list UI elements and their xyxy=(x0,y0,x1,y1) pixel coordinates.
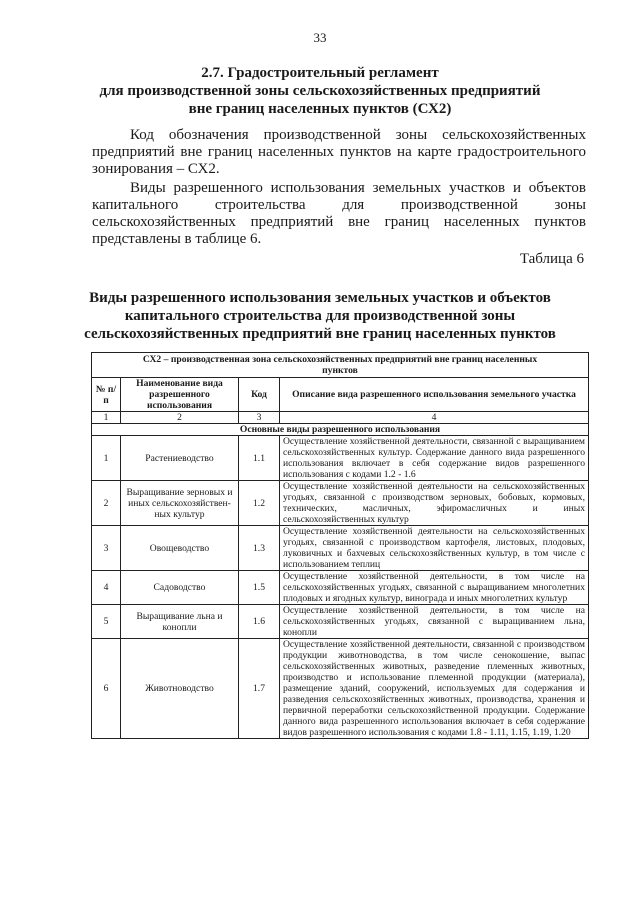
table-title-line-3: сельскохозяйственных предприятий вне границ населенных пунктов xyxy=(84,326,556,342)
row-code: 1.2 xyxy=(239,481,280,526)
row-num: 4 xyxy=(92,571,121,605)
row-num: 5 xyxy=(92,605,121,639)
row-name: Животноводство xyxy=(121,639,239,739)
paragraph-table-intro xyxy=(92,180,586,248)
col-number: 1 xyxy=(92,412,121,424)
row-name: Выращивание зерновых и иных сельскохозяйствен-ных культур xyxy=(121,481,239,526)
table-row xyxy=(92,526,589,571)
paragraph-1-text: Код обозначения производственной зоны сельскохозяйственных предприятий вне границ населенных пунктов на карте градостроительного зонирования – СХ2. xyxy=(92,127,586,177)
column-header-row xyxy=(92,378,589,412)
heading-line-2: для производственной зоны сельскохозяйственных предприятий xyxy=(99,83,541,99)
heading-line-3: вне границ населенных пунктов (СХ2) xyxy=(188,101,452,117)
table-title xyxy=(60,289,580,343)
row-num: 3 xyxy=(92,526,121,571)
row-name: Овощеводство xyxy=(121,526,239,571)
row-num: 1 xyxy=(92,436,121,481)
table-row xyxy=(92,571,589,605)
zone-header-row xyxy=(92,353,589,378)
table-row xyxy=(92,639,589,739)
table-row xyxy=(92,436,589,481)
row-name: Растениеводство xyxy=(121,436,239,481)
col-header-code: Код xyxy=(239,378,280,412)
section-heading xyxy=(60,64,580,118)
land-use-table xyxy=(91,352,589,739)
row-desc: Осуществление хозяйственной деятельности на сельскохозяйственных угодьях, связанной с производством зерновых, бобовых, кормовых, технических, масличных, эфиромасличных и иных сельскохозяйственных культур xyxy=(280,481,589,526)
table-title-line-2: капитального строительства для производственной зоны xyxy=(124,308,516,324)
paragraph-2-text: Виды разрешенного использования земельных участков и объектов капитального строительства для производственной зоны сельскохозяйственных предприятий вне границ населенных пунктов представлены в таблице 6. xyxy=(92,180,586,247)
column-number-row xyxy=(92,412,589,424)
col-header-desc: Описание вида разрешенного использования земельного участка xyxy=(280,378,589,412)
table-label: Таблица 6 xyxy=(519,251,584,267)
heading-line-1: 2.7. Градостроительный регламент xyxy=(201,65,439,81)
row-desc: Осуществление хозяйственной деятельности на сельскохозяйственных угодьях, связанной с производством картофеля, листовых, плодовых, луковичных и бахчевых сельскохозяйственных культур, в том числе с использованием теплиц xyxy=(280,526,589,571)
col-number: 4 xyxy=(280,412,589,424)
row-desc: Осуществление хозяйственной деятельности, связанной с производством продукции животноводства, в том числе сенокошение, выпас сельскохозяйственных животных, разведение племенных животных, производство и использование племенной продукции (материала), размещение зданий, сооружений, используемых для содержания и разведения сельскохозяйственных животных, производства, хранения и первичной переработки сельскохозяйственной продукции. Содержание данного вида разрешенного использования включает в себя содержание видов разрешенного использования с кодами 1.8 - 1.11, 1.15, 1.19, 1.20 xyxy=(280,639,589,739)
row-code: 1.1 xyxy=(239,436,280,481)
row-name: Садоводство xyxy=(121,571,239,605)
row-desc: Осуществление хозяйственной деятельности, в том числе на сельскохозяйственных угодьях, связанной с выращиванием многолетних плодовых и ягодных культур, винограда и иных многолетних культур xyxy=(280,571,589,605)
section-title: Основные виды разрешенного использования xyxy=(92,424,589,436)
row-num: 6 xyxy=(92,639,121,739)
zone-header-cell: СХ2 – производственная зона сельскохозяйственных предприятий вне границ населенных пунктов xyxy=(92,353,589,378)
row-desc: Осуществление хозяйственной деятельности, связанной с выращиванием сельскохозяйственных культур. Содержание данного вида разрешенного использования включает в себя содержание видов разрешенного использования с кодами 1.2 - 1.6 xyxy=(280,436,589,481)
table-row xyxy=(92,605,589,639)
row-code: 1.7 xyxy=(239,639,280,739)
row-num: 2 xyxy=(92,481,121,526)
row-code: 1.6 xyxy=(239,605,280,639)
table-title-line-1: Виды разрешенного использования земельных участков и объектов xyxy=(89,290,551,306)
col-number: 3 xyxy=(239,412,280,424)
row-code: 1.5 xyxy=(239,571,280,605)
col-number: 2 xyxy=(121,412,239,424)
col-header-num: № п/п xyxy=(92,378,121,412)
col-header-name: Наименование вида разрешенного использования xyxy=(121,378,239,412)
page-number: 33 xyxy=(313,30,327,45)
paragraph-zone-code xyxy=(92,127,586,178)
row-name: Выращивание льна и конопли xyxy=(121,605,239,639)
row-desc: Осуществление хозяйственной деятельности, в том числе на сельскохозяйственных угодьях, связанной с выращиванием льна, конопли xyxy=(280,605,589,639)
row-code: 1.3 xyxy=(239,526,280,571)
table-row xyxy=(92,481,589,526)
section-row xyxy=(92,424,589,436)
